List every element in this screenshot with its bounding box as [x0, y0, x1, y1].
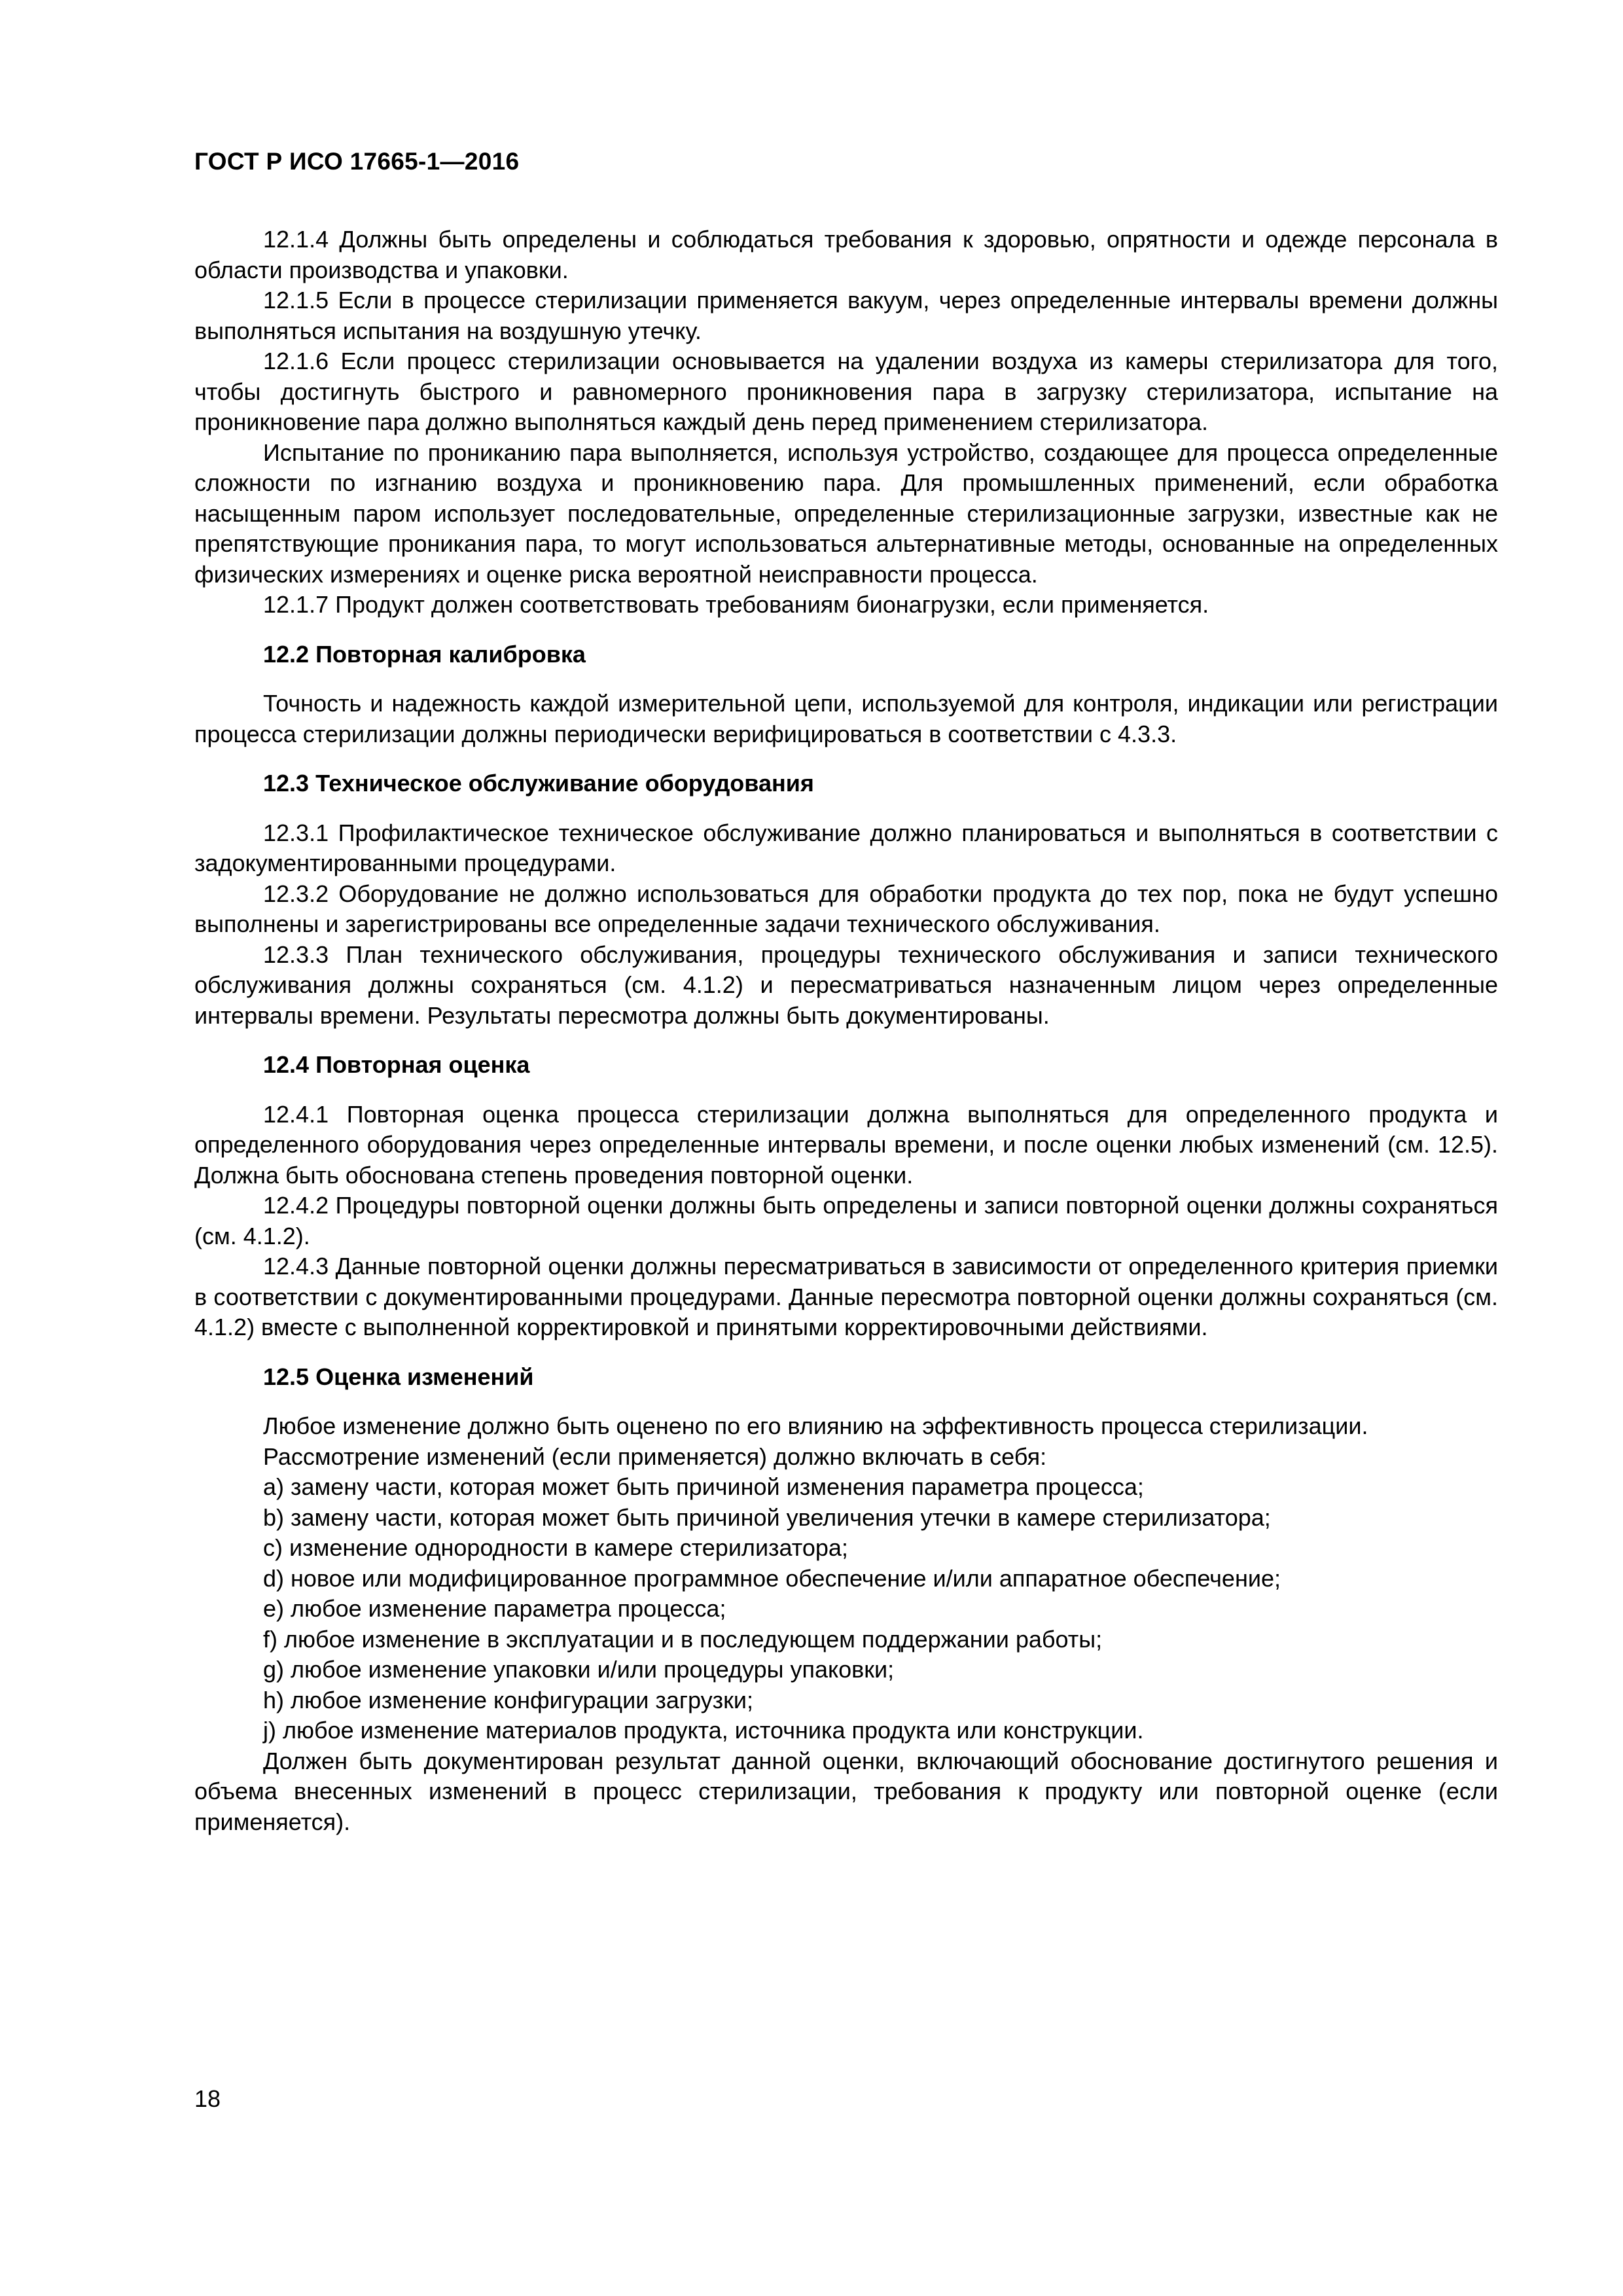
clause-12-1-6-continuation: Испытание по прониканию пара выполняется, используя устройство, создающее для процесса определенные сложности по изгнанию воздуха и проникновению пара. Для промышленных применений, если обработка насыщенным паром использует последовательные, определенные стерилизационные загрузки, известные как не препятствующие проникания пара, то могут использоваться альтернативные методы, основанные на определенных физических измерениях и оценке риска вероятной неисправности процесса.	[194, 439, 1498, 588]
clause-12-1-7: 12.1.7 Продукт должен соответствовать требованиям бионагрузки, если применяется.	[263, 591, 1209, 618]
document-header: ГОСТ Р ИСО 17665-1—2016	[194, 148, 520, 175]
clause-12-4-3: 12.4.3 Данные повторной оценки должны пересматриваться в зависимости от определенного критерия приемки в соответствии с документированными процедурами. Данные пересмотра повторной оценки должны сохраняться (см. 4.1.2) вместе с выполненной корректировкой и принятыми корректировочными действиями.	[194, 1253, 1498, 1340]
list-item: f) любое изменение в эксплуатации и в последующем поддержании работы;	[263, 1625, 1103, 1653]
clause-12-3-2: 12.3.2 Оборудование не должно использоваться для обработки продукта до тех пор, пока не будут успешно выполнены и зарегистрированы все определенные задачи технического обслуживания.	[194, 880, 1498, 937]
list-item: e) любое изменение параметра процесса;	[263, 1595, 726, 1622]
list-item: d) новое или модифицированное программное обеспечение и/или аппаратное обеспечение;	[263, 1564, 1281, 1592]
section-heading-12-4: 12.4 Повторная оценка	[263, 1051, 530, 1078]
clause-12-5-intro: Любое изменение должно быть оценено по его влиянию на эффективность процесса стерилизации.	[263, 1412, 1368, 1439]
clause-12-4-2: 12.4.2 Процедуры повторной оценки должны быть определены и записи повторной оценки должны сохраняться (см. 4.1.2).	[194, 1192, 1498, 1249]
list-item: j) любое изменение материалов продукта, источника продукта или конструкции.	[263, 1717, 1144, 1744]
section-heading-12-2: 12.2 Повторная калибровка	[263, 640, 586, 668]
clause-12-2-text: Точность и надежность каждой измерительной цепи, используемой для контроля, индикации или регистрации процесса стерилизации должны периодически верифицироваться в соответствии с 4.3.3.	[194, 690, 1498, 747]
clause-12-5-list-intro: Рассмотрение изменений (если применяется) должно включать в себя:	[263, 1443, 1047, 1470]
clause-12-1-4: 12.1.4 Должны быть определены и соблюдаться требования к здоровью, опрятности и одежде персонала в области производства и упаковки.	[194, 226, 1498, 283]
list-item: h) любое изменение конфигурации загрузки;	[263, 1686, 754, 1713]
clause-12-1-6: 12.1.6 Если процесс стерилизации основывается на удалении воздуха из камеры стерилизатора для того, чтобы достигнуть быстрого и равномерного проникновения пара в загрузку стерилизатора, испытание на проникновение пара должно выполняться каждый день перед применением стерилизатора.	[194, 348, 1498, 435]
clause-12-5-conclusion: Должен быть документирован результат данной оценки, включающий обоснование достигнутого решения и объема внесенных изменений в процесс стерилизации, требования к продукту или повторной оценке (если применяется).	[194, 1747, 1498, 1835]
page-number: 18	[194, 2085, 221, 2112]
clause-12-4-1: 12.4.1 Повторная оценка процесса стерилизации должна выполняться для определенного продукта и определенного оборудования через определенные интервалы времени, и после оценки любых изменений (см. 12.5). Должна быть обоснована степень проведения повторной оценки.	[194, 1100, 1498, 1189]
section-heading-12-5: 12.5 Оценка изменений	[263, 1363, 534, 1390]
clause-12-3-1: 12.3.1 Профилактическое техническое обслуживание должно планироваться и выполняться в соответствии с задокументированными процедурами.	[194, 819, 1498, 876]
document-body	[194, 224, 1498, 1837]
clause-12-1-5: 12.1.5 Если в процессе стерилизации применяется вакуум, через определенные интервалы времени должны выполняться испытания на воздушную утечку.	[194, 287, 1498, 344]
list-item: g) любое изменение упаковки и/или процедуры упаковки;	[263, 1656, 895, 1683]
section-heading-12-3: 12.3 Техническое обслуживание оборудования	[263, 770, 814, 797]
list-item: c) изменение однородности в камере стерилизатора;	[263, 1534, 848, 1561]
list-item: a) замену части, которая может быть причиной изменения параметра процесса;	[263, 1473, 1144, 1500]
list-item: b) замену части, которая может быть причиной увеличения утечки в камере стерилизатора;	[263, 1503, 1271, 1531]
clause-12-3-3: 12.3.3 План технического обслуживания, процедуры технического обслуживания и записи технического обслуживания должны сохраняться (см. 4.1.2) и пересматриваться назначенным лицом через определенные интервалы времени. Результаты пересмотра должны быть документированы.	[194, 941, 1498, 1029]
